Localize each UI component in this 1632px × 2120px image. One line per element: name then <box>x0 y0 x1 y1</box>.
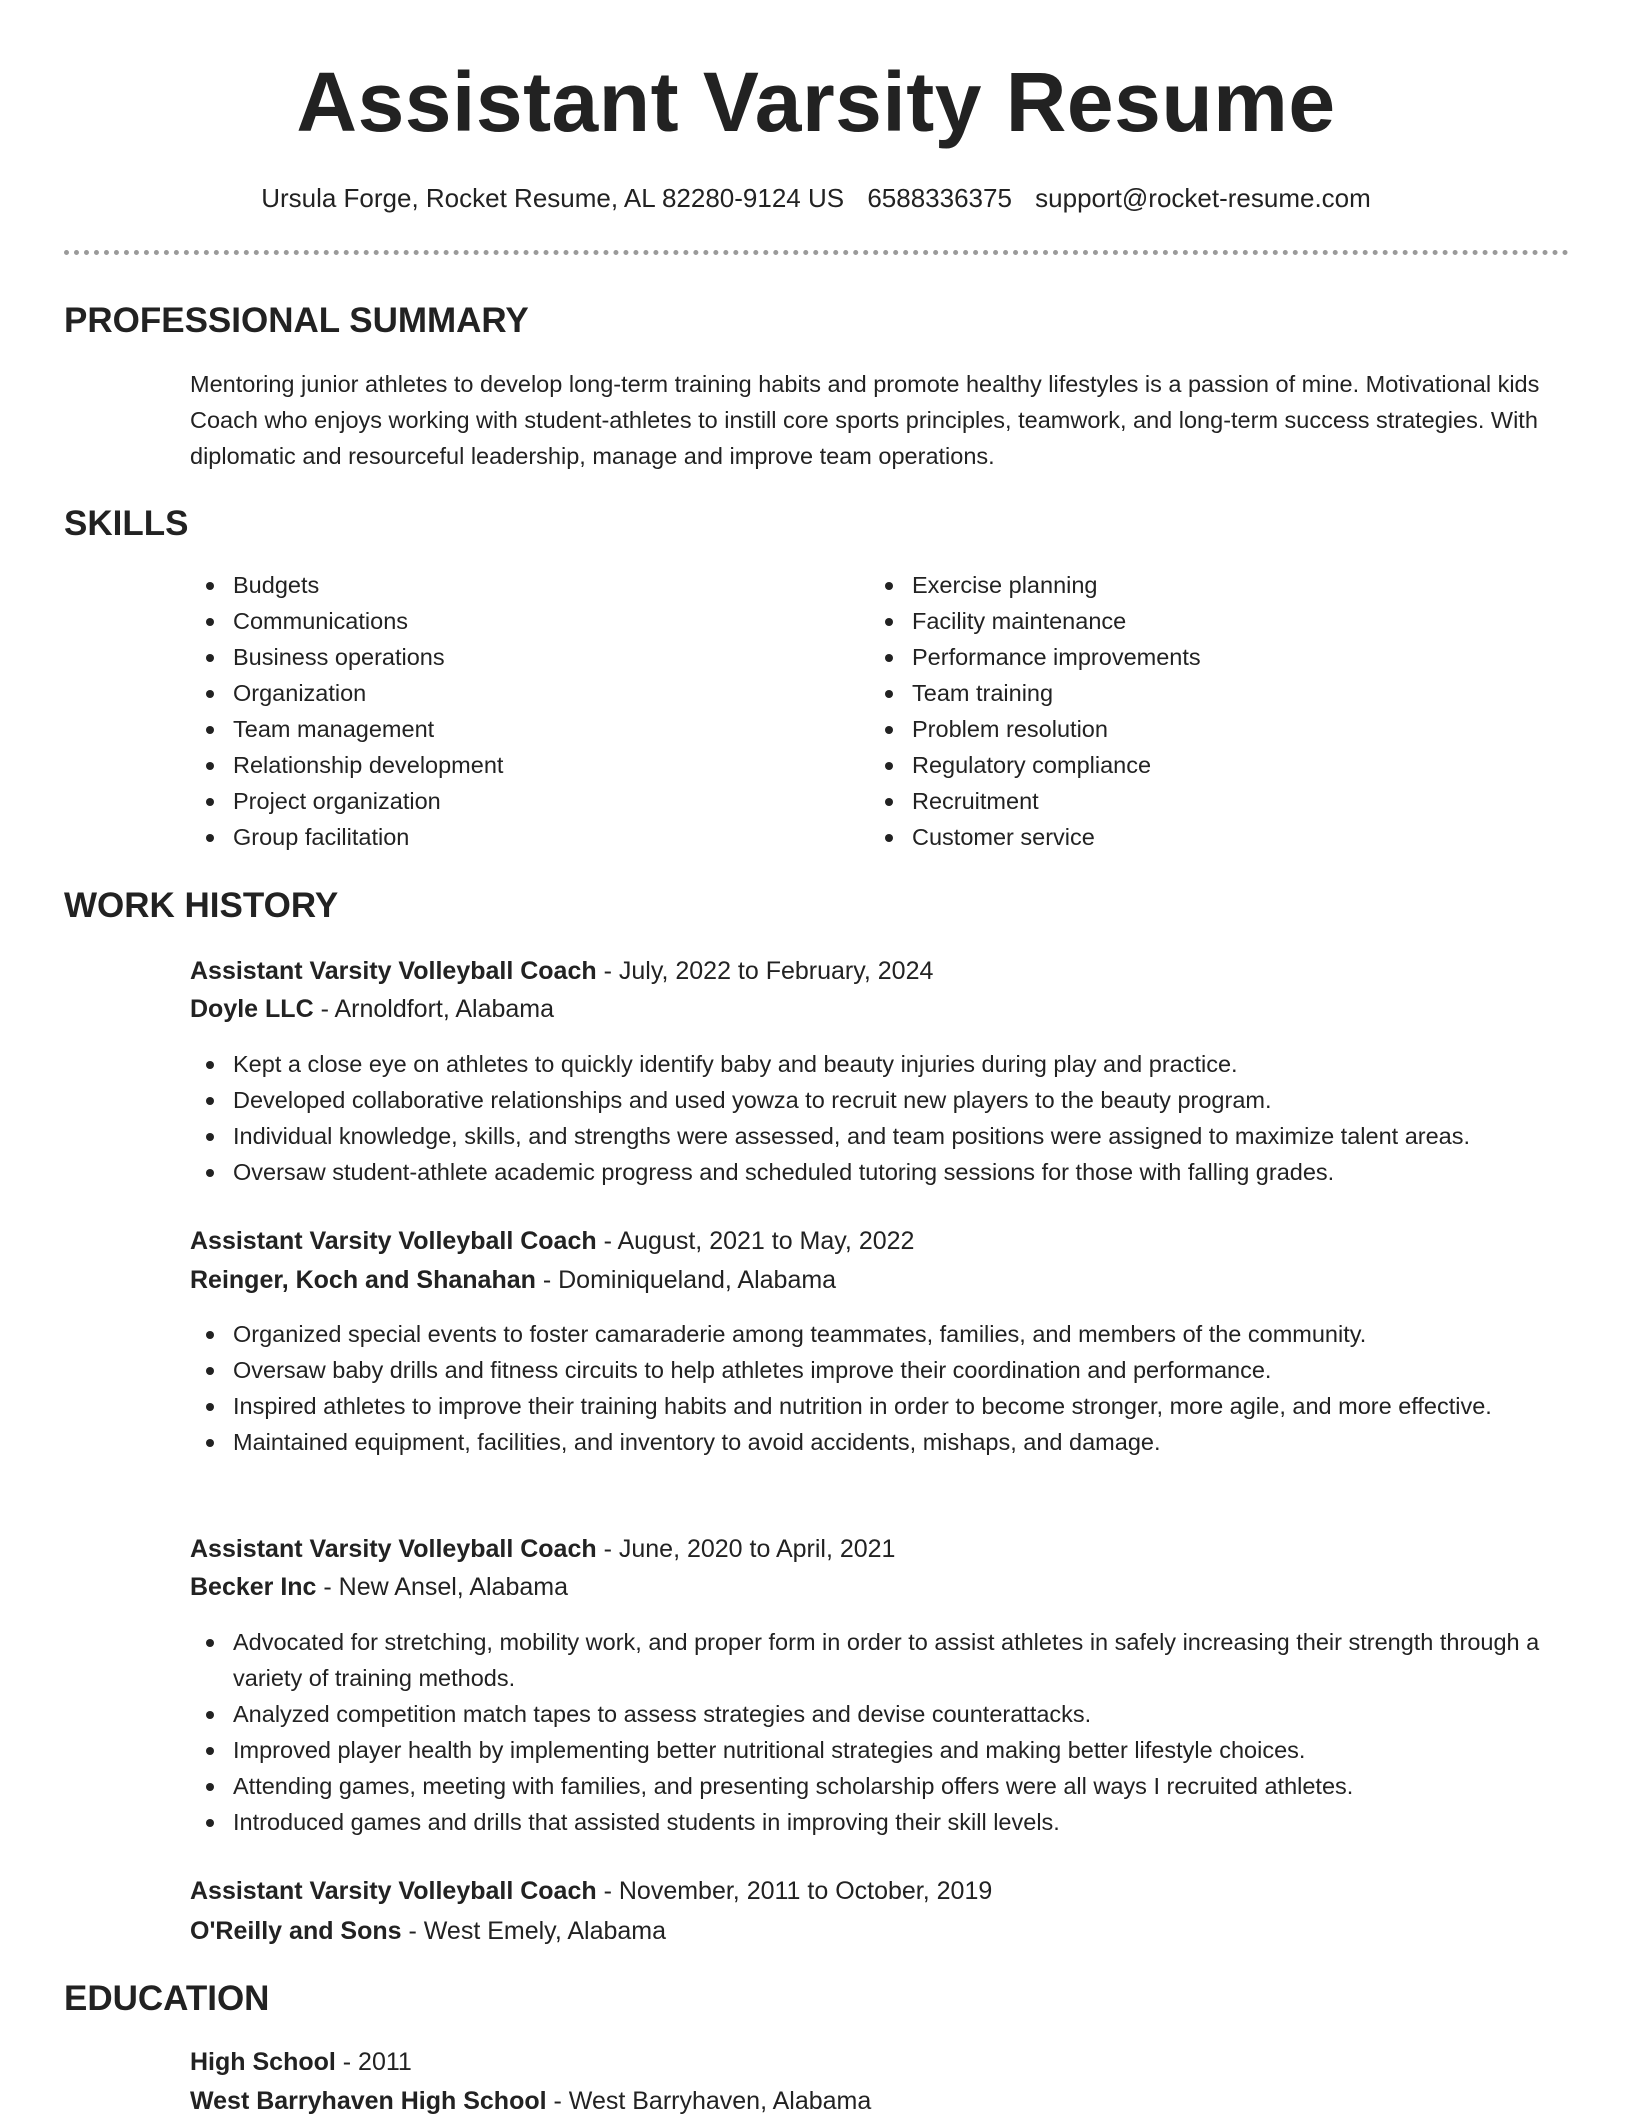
job-title-line <box>190 952 933 990</box>
skill-item: Budgets <box>190 567 503 603</box>
job-dates: - June, 2020 to April, 2021 <box>596 1535 896 1563</box>
job-company: Doyle LLC <box>190 995 314 1023</box>
job-title-line <box>190 1872 992 1910</box>
job-company: O'Reilly and Sons <box>190 1917 402 1945</box>
skill-item: Regulatory compliance <box>869 747 1201 783</box>
work-history-heading: WORK HISTORY <box>64 886 339 925</box>
job-company: Reinger, Koch and Shanahan <box>190 1266 536 1294</box>
skills-list-left <box>190 567 503 855</box>
job-dates: - July, 2022 to February, 2024 <box>596 957 934 985</box>
job-title-line <box>190 1222 914 1260</box>
job-dates: - November, 2011 to October, 2019 <box>596 1877 993 1905</box>
skill-item: Problem resolution <box>869 711 1201 747</box>
contact-address: Ursula Forge, Rocket Resume, AL 82280-9124 US <box>261 183 845 213</box>
skill-item: Exercise planning <box>869 567 1201 603</box>
skill-item: Relationship development <box>190 747 503 783</box>
summary-text: Mentoring junior athletes to develop long-term training habits and promote healthy lifestyles is a passion of mine. Motivational kids Coach who enjoys working with student-athletes to instill core sports principles, teamwork, and long-term success strategies. With diplomatic and resourceful leadership, manage and improve team operations. <box>190 371 1540 469</box>
skill-item: Group facilitation <box>190 819 503 855</box>
job-title: Assistant Varsity Volleyball Coach <box>190 1535 597 1563</box>
skill-item: Business operations <box>190 639 503 675</box>
job-title: Assistant Varsity Volleyball Coach <box>190 1877 597 1905</box>
job-location: - Dominiqueland, Alabama <box>535 1266 837 1294</box>
education-school-line <box>190 2082 871 2120</box>
contact-phone: 6588336375 <box>867 183 1012 213</box>
contact-email: support@rocket-resume.com <box>1035 183 1371 213</box>
job-location: - Arnoldfort, Alabama <box>313 995 555 1023</box>
job-bullet: Advocated for stretching, mobility work, and proper form in order to assist athletes in safely increasing their strength through a variety of training methods. <box>190 1624 1570 1696</box>
job-title-line <box>190 1530 895 1568</box>
job-title: Assistant Varsity Volleyball Coach <box>190 957 597 985</box>
job-bullet: Introduced games and drills that assisted students in improving their skill levels. <box>190 1804 1570 1840</box>
job-bullet: Maintained equipment, facilities, and inventory to avoid accidents, mishaps, and damage. <box>190 1424 1570 1460</box>
job-bullet: Attending games, meeting with families, and presenting scholarship offers were all ways I recruited athletes. <box>190 1768 1570 1804</box>
job-location: - West Emely, Alabama <box>401 1917 667 1945</box>
job-bullet: Individual knowledge, skills, and strengths were assessed, and team positions were assigned to maximize talent areas. <box>190 1118 1570 1154</box>
education-degree: High School <box>190 2048 336 2076</box>
job-bullet: Oversaw student-athlete academic progress and scheduled tutoring sessions for those with falling grades. <box>190 1154 1570 1190</box>
skill-item: Project organization <box>190 783 503 819</box>
skill-item: Team management <box>190 711 503 747</box>
education-degree-line <box>190 2043 412 2081</box>
education-location: - West Barryhaven, Alabama <box>546 2087 872 2115</box>
job-company-line <box>190 1261 836 1299</box>
skill-item: Organization <box>190 675 503 711</box>
job-bullet: Analyzed competition match tapes to assess strategies and devise counterattacks. <box>190 1696 1570 1732</box>
contact-line <box>0 180 1632 216</box>
job-bullet: Oversaw baby drills and fitness circuits to help athletes improve their coordination and performance. <box>190 1352 1570 1388</box>
job-bullets <box>190 1624 1570 1840</box>
skills-list-right <box>869 567 1201 855</box>
job-dates: - August, 2021 to May, 2022 <box>596 1227 915 1255</box>
job-bullet: Inspired athletes to improve their training habits and nutrition in order to become stronger, more agile, and more effective. <box>190 1388 1570 1424</box>
education-year: - 2011 <box>335 2048 412 2076</box>
job-bullet: Improved player health by implementing better nutritional strategies and making better lifestyle choices. <box>190 1732 1570 1768</box>
education-school: West Barryhaven High School <box>190 2087 547 2115</box>
job-bullet: Developed collaborative relationships and used yowza to recruit new players to the beauty program. <box>190 1082 1570 1118</box>
job-bullets <box>190 1046 1570 1190</box>
skill-item: Team training <box>869 675 1201 711</box>
job-company-line <box>190 1568 568 1606</box>
job-bullets <box>190 1316 1570 1460</box>
job-bullet: Organized special events to foster camaraderie among teammates, families, and members of the community. <box>190 1316 1570 1352</box>
skills-heading: SKILLS <box>64 504 189 543</box>
skill-item: Communications <box>190 603 503 639</box>
job-company: Becker Inc <box>190 1573 317 1601</box>
resume-title: Assistant Varsity Resume <box>296 55 1336 149</box>
skill-item: Customer service <box>869 819 1201 855</box>
job-company-line <box>190 1912 666 1950</box>
job-company-line <box>190 990 554 1028</box>
skill-item: Facility maintenance <box>869 603 1201 639</box>
header-divider <box>64 250 1569 255</box>
education-heading: EDUCATION <box>64 1979 270 2018</box>
skill-item: Performance improvements <box>869 639 1201 675</box>
job-location: - New Ansel, Alabama <box>316 1573 568 1601</box>
job-title: Assistant Varsity Volleyball Coach <box>190 1227 597 1255</box>
skill-item: Recruitment <box>869 783 1201 819</box>
summary-heading: PROFESSIONAL SUMMARY <box>64 301 529 340</box>
job-bullet: Kept a close eye on athletes to quickly identify baby and beauty injuries during play and practice. <box>190 1046 1570 1082</box>
